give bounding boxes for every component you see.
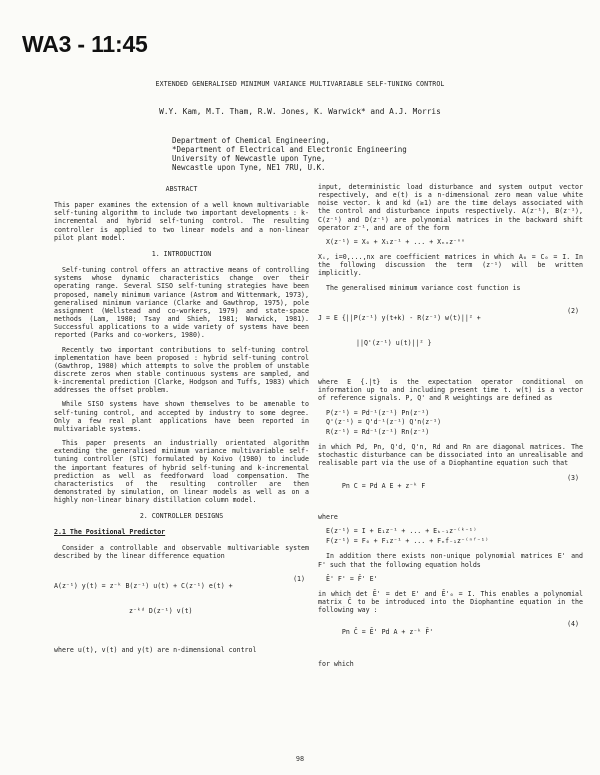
right-paragraph: where — [318, 513, 338, 522]
polynomial-e: E(z⁻¹) = I + E₁z⁻¹ + ... + Eₖ₋₁z⁻⁽ᵏ⁻¹⁾ — [326, 527, 477, 536]
intro-paragraph: While SISO systems have shown themselves to be amenable to self-tuning control, and accepted by industry to some degree. Only a few real plant applications have been reported in multivariable systems. — [54, 400, 309, 433]
commutation-equation: Ē' F' = F̄' E' — [326, 574, 378, 583]
left-column — [54, 183, 309, 661]
equation-1-number: (1) — [293, 574, 305, 583]
controller-paragraph: Consider a controllable and observable multivariable system described by the linear difference equation — [54, 543, 309, 560]
equation-2-line2: ||Q'(z⁻¹) u(t)||² } — [356, 338, 432, 347]
weighting-r: R(z⁻¹) = Rd⁻¹(z⁻¹) Rn(z⁻¹) — [326, 427, 430, 436]
right-paragraph: input, deterministic load disturbance and system output vector respectively, and e(t) is a n-dimensional zero mean value white noise vector. k and kd (≥1) are the time delays associated with the control and disturbance inputs respectively. A(z⁻¹), B(z⁻¹), C(z⁻¹) and D(z⁻¹) are polynomial matrices in the backward shift operator z⁻¹, and are of the form — [318, 183, 583, 232]
intro-paragraph: This paper presents an industrially orientated algorithm extending the generalised minimum variance multivariable self-tuning controller (STC) formulated by Koivo (1980) to include the important features of hybrid self-tuning and k-incremental prediction as well as feedforward load compensation. The characteristics of the resulting controller are then demonstrated by simulation, on linear models as well as on a highly non-linear binary distillation column model. — [54, 439, 309, 505]
equation-4 — [326, 620, 583, 653]
session-code: WA3 - 11:45 — [22, 31, 148, 57]
polynomial-form-equation: X(z⁻¹) = X₀ + X₁z⁻¹ + ... + Xₙₓz⁻ⁿˣ — [326, 237, 465, 246]
polynomial-f: F(z⁻¹) = F₀ + F₁z⁻¹ + ... + Fₙf₋₁z⁻⁽ⁿᶠ⁻¹⁾ — [326, 536, 489, 545]
equation-1-line1: A(z⁻¹) y(t) = z⁻ᵏ B(z⁻¹) u(t) + C(z⁻¹) e(t) + — [54, 582, 233, 591]
controller-heading: 2. CONTROLLER DESIGNS — [139, 512, 224, 521]
right-paragraph: for which — [318, 659, 354, 668]
equation-2-line1: J = E {||P(z⁻¹) y(t+k) - R(z⁻¹) w(t)||² + — [318, 314, 481, 323]
right-paragraph: in which Pd, Pn, Q'd, Q'n, Rd and Rn are diagonal matrices. The stochastic disturbance can be dissociated into an unrealisable and realisable part via the use of a Diophantine equation such that — [318, 443, 583, 468]
intro-paragraph: Self-tuning control offers an attractive means of controlling systems whose dynamic characteristics change over their operating range. Several SISO self-tuning strategies have been proposed, namely minimum variance (Astrom and Wittenmark, 1973), generalised minimum variance (Clarke and Gawthrop, 1975), pole assignment (Wellstead and co-workers, 1979) and state-space methods (Lam, 1980; Tsay and Shieh, 1981; Warwick, 1981). Successful applications to a wide variety of systems have been reported (Parks and co-workers, 1980). — [54, 266, 309, 340]
right-paragraph: Xᵢ, i=0,...,nx are coefficient matrices in which A₀ = C₀ = I. In the following discussion the term (z⁻¹) will be written implicitly. — [318, 253, 583, 278]
affiliation-line: *Department of Electrical and Electronic Engineering — [172, 144, 407, 154]
positional-predictor-subheading: 2.1 The Positional Predictor — [54, 528, 166, 537]
affiliation-block — [172, 137, 407, 173]
weighting-p: P(z⁻¹) = Pd⁻¹(z⁻¹) Pn(z⁻¹) — [326, 408, 430, 417]
right-paragraph: In addition there exists non-unique polynomial matrices E' and F' such that the following equation holds — [318, 552, 583, 569]
diophantine-polynomials — [326, 527, 583, 546]
right-paragraph: in which det Ē' = det E' and Ē'₀ = I. This enables a polynomial matrix C̄ to be introduced into the Diophantine equation in the following way : — [318, 589, 583, 615]
affiliation-line: Department of Chemical Engineering, — [172, 136, 331, 145]
equation-4-number: (4) — [567, 620, 579, 629]
controller-paragraph: where u(t), v(t) and y(t) are n-dimensional control — [54, 646, 257, 655]
equation-3-body: Pn C = Pd A E + z⁻ᵏ F — [341, 481, 426, 490]
equation-2 — [318, 298, 583, 371]
right-paragraph: The generalised minimum variance cost function is — [326, 283, 521, 292]
abstract-text: This paper examines the extension of a well known multivariable self-tuning algorithm to include two important developments : k-incremental and hybrid self-tuning control. The resulting controller is applied to two linear models and a non-linear pilot plant model. — [54, 201, 309, 242]
affiliation-line: Newcastle upon Tyne, NE1 7RU, U.K. — [172, 162, 326, 172]
paper-title: EXTENDED GENERALISED MINIMUM VARIANCE MULTIVARIABLE SELF-TUNING CONTROL — [155, 80, 445, 88]
abstract-heading: ABSTRACT — [165, 185, 198, 193]
equation-3 — [326, 474, 583, 507]
paper-authors: W.Y. Kam, M.T. Tham, R.W. Jones, K. Warwick* and A.J. Morris — [159, 107, 441, 116]
equation-4-body: Pn C̄ = Ē' Pd A + z⁻ᵏ F̄' — [341, 628, 434, 637]
weighting-definitions — [326, 409, 583, 438]
equation-2-number: (2) — [567, 306, 579, 315]
right-paragraph: where E {.|t} is the expectation operator conditional on information up to and including present time t. w(t) is a vector of reference signals. P, Q' and R weightings are defined as — [318, 378, 583, 403]
intro-paragraph: Recently two important contributions to self-tuning control implementation have been proposed : hybrid self-tuning control (Gawthrop, 1980) which attempts to solve the problem of unstable discrete zeros when stable continuous systems are sampled, and k-incremental prediction (Clarke, Hodgson and Tuffs, 1983) which addresses the offset problem. — [54, 345, 309, 395]
intro-heading: 1. INTRODUCTION — [151, 249, 212, 258]
right-column — [318, 183, 583, 674]
equation-1 — [54, 566, 309, 639]
page-number: 98 — [295, 755, 305, 763]
equation-1-line2: z⁻ᵏᵈ D(z⁻¹) v(t) — [129, 606, 193, 615]
affiliation-line: University of Newcastle upon Tyne, — [172, 153, 326, 163]
weighting-q: Q'(z⁻¹) = Q'd⁻¹(z⁻¹) Q'n(z⁻¹) — [326, 418, 442, 427]
equation-3-number: (3) — [567, 473, 579, 482]
